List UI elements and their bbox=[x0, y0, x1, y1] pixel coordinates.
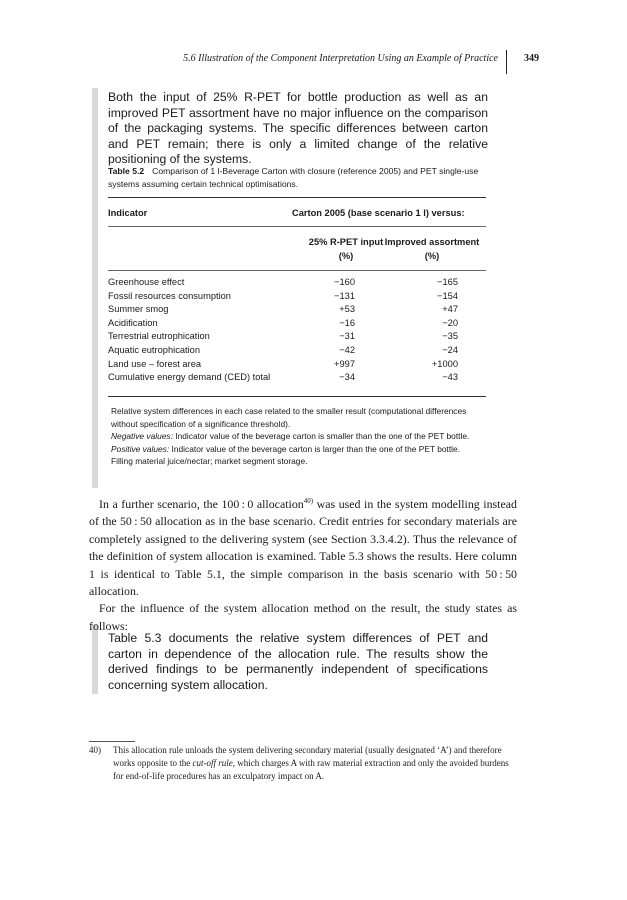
cell-indicator: Greenhouse effect bbox=[108, 277, 185, 287]
cell-assortment: −20 bbox=[442, 317, 458, 328]
cell-rpet: −16 bbox=[339, 317, 355, 328]
table-top-rule bbox=[108, 197, 486, 198]
cell-rpet: −42 bbox=[339, 345, 355, 355]
cell-assortment: +1000 bbox=[431, 358, 458, 369]
cell-assortment: −24 bbox=[442, 345, 458, 355]
cell-assortment: −154 bbox=[437, 290, 458, 301]
footnote-text bbox=[113, 744, 517, 783]
table-row bbox=[108, 318, 486, 332]
note-intro: Relative system differences in each case related to the smaller result (computational differences without specification of a significance threshold). bbox=[111, 406, 467, 429]
cell-indicator: Land use – forest area bbox=[108, 358, 202, 369]
running-title: 5.6 Illustration of the Component Interpretation Using an Example of Practice bbox=[183, 53, 498, 64]
col-header-assortment-unit: (%) bbox=[424, 251, 440, 261]
cell-indicator: Aquatic eutrophication bbox=[108, 345, 200, 355]
col-header-rpet-unit: (%) bbox=[338, 251, 354, 261]
cell-assortment: −165 bbox=[437, 277, 458, 287]
col-header-assortment-title: Improved assortment bbox=[384, 237, 480, 247]
table-subheader-rule bbox=[108, 270, 486, 271]
table-header-rule bbox=[108, 226, 486, 227]
body-paragraph bbox=[89, 496, 517, 600]
footnote-reference[interactable]: 40) bbox=[303, 497, 314, 506]
col-header-group: Carton 2005 (base scenario 1 l) versus: bbox=[292, 208, 465, 218]
footnote bbox=[89, 744, 517, 783]
table-bottom-rule bbox=[108, 396, 486, 397]
cell-indicator: Acidification bbox=[108, 317, 158, 328]
footnote-text-start: This allocation rule unloads the system delivering secondary material (usually designated ‘A’) and therefore works opposite to the bbox=[113, 745, 502, 768]
closing-quote-text: Table 5.3 documents the relative system differences of PET and carton in dependence of the allocation rule. The results show the derived findings to be permanently independent of specifications concerning system allocation. bbox=[108, 631, 488, 692]
note-positive bbox=[111, 443, 486, 456]
table-caption-text: Comparison of 1 l-Beverage Carton with closure (reference 2005) and PET single-use systems assuming certain technical optimisations. bbox=[108, 166, 479, 189]
page-number: 349 bbox=[524, 53, 539, 64]
body-p1-rest: was used in the system modelling instead of the 50 : 50 allocation as in the base scenario. Credit entries for secondary materials are completely assigned to the delivering system (see Section 3.3.4.2). Thus the relevance of the definition of system allocation is examined. Table 5.3 shows the results. Here column 1 is identical to Table 5.1, the simple comparison in the basis scenario with 50 : 50 allocation. bbox=[89, 497, 517, 599]
header-divider bbox=[506, 50, 508, 74]
running-header bbox=[88, 50, 539, 74]
table-row bbox=[108, 277, 486, 291]
cell-indicator: Fossil resources consumption bbox=[108, 290, 231, 301]
body-text bbox=[89, 496, 517, 635]
note-negative bbox=[111, 430, 486, 443]
note-positive-label: Positive values: bbox=[111, 443, 170, 454]
table-row bbox=[108, 331, 486, 345]
cell-rpet: −31 bbox=[339, 331, 355, 342]
body-paragraph: For the influence of the system allocation method on the result, the study states as follows: bbox=[89, 601, 517, 633]
cell-rpet: −34 bbox=[339, 372, 355, 383]
table-row bbox=[108, 304, 486, 318]
footnote-text-end: , which charges A with raw material extraction and only the avoided burdens for end-of-life procedures has an exculpatory impact on A. bbox=[113, 758, 509, 781]
cell-indicator: Terrestrial eutrophication bbox=[108, 331, 210, 342]
closing-quote bbox=[108, 631, 488, 693]
quote-sidebar bbox=[92, 88, 98, 488]
table-row bbox=[108, 291, 486, 305]
col-header-indicator: Indicator bbox=[108, 208, 148, 218]
table-row bbox=[108, 345, 486, 359]
note-filling: Filling material juice/nectar; market segment storage. bbox=[111, 456, 308, 466]
cell-assortment: +47 bbox=[442, 304, 458, 315]
intro-quote-text: Both the input of 25% R-PET for bottle production as well as an improved PET assortment have no major influence on the comparison of the packaging systems. The specific differences between carton and PET remain; there is only a limited change of the relative positioning of the systems. bbox=[108, 90, 488, 166]
body-p1-start: In a further scenario, the 100 : 0 allocation bbox=[99, 497, 304, 511]
table-notes bbox=[111, 405, 486, 468]
cell-rpet: −160 bbox=[334, 277, 355, 287]
note-positive-text: Indicator value of the beverage carton is larger than the one of the PET bottle. bbox=[171, 443, 461, 454]
table-label: Table 5.2 bbox=[108, 166, 145, 176]
cell-assortment: −35 bbox=[442, 331, 458, 342]
col-header-rpet-title: 25% R-PET input bbox=[308, 237, 384, 247]
cell-indicator: Summer smog bbox=[108, 304, 169, 315]
footnote-number: 40) bbox=[89, 745, 101, 755]
table-caption bbox=[108, 165, 498, 190]
intro-quote bbox=[108, 90, 488, 168]
footnote-divider bbox=[89, 741, 135, 742]
cell-assortment: −43 bbox=[442, 372, 458, 383]
cell-rpet: +997 bbox=[334, 358, 355, 369]
col-header-assortment bbox=[372, 235, 492, 263]
cell-rpet: +53 bbox=[339, 304, 355, 315]
note-negative-label: Negative values: bbox=[111, 431, 173, 441]
footnote-cutoff-term: cut-off rule bbox=[192, 758, 233, 768]
table-row bbox=[108, 359, 486, 373]
cell-rpet: −131 bbox=[334, 290, 355, 301]
note-negative-text: Indicator value of the beverage carton is smaller than the one of the PET bottle. bbox=[175, 431, 470, 441]
table-row bbox=[108, 372, 486, 386]
cell-indicator: Cumulative energy demand (CED) total bbox=[108, 372, 271, 383]
